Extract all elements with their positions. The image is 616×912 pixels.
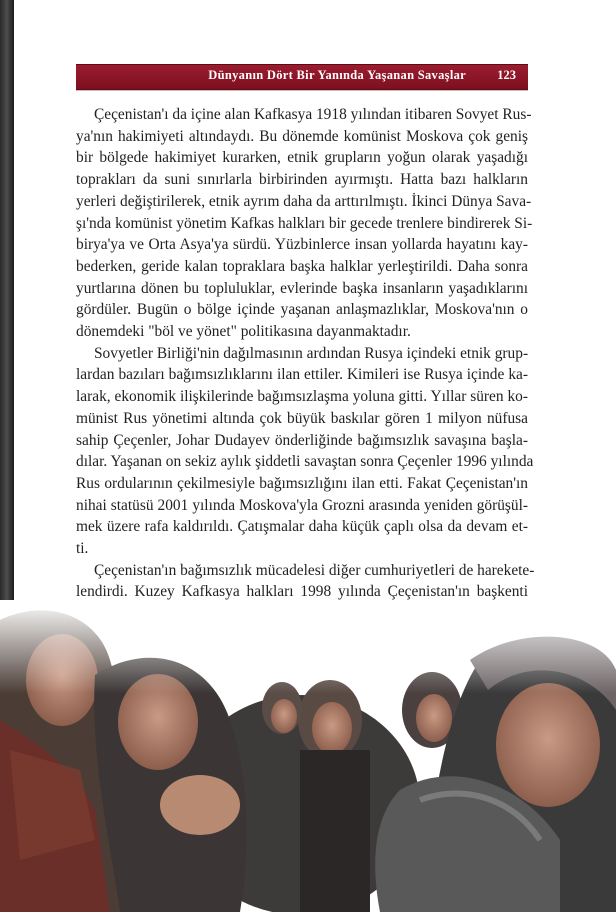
page-number: 123 (497, 68, 516, 82)
body-text (76, 104, 535, 603)
text-line: larak, ekonomik ilişkilerinde bağımsızlaşma yoluna gitti. Yıllar süren ko- (76, 388, 528, 406)
text-line: yurtlarına dönen bu topluluklar, evlerinde başka insanların yaşadıklarını (76, 279, 528, 297)
text-line: ti. (76, 540, 89, 558)
paragraph-2 (76, 343, 534, 560)
running-header (76, 64, 528, 90)
text-line: Çeçenistan'ın bağımsızlık mücadelesi diğer cumhuriyetleri de harekete- (94, 561, 535, 579)
text-line: ya'nın hakimiyeti altındaydı. Bu dönemde komünist Moskova çok geniş (76, 127, 528, 145)
text-line: lardan bazıları bağımsızlıklarını ilan ettiler. Kimileri ise Rusya içinde ka- (76, 366, 528, 384)
text-line: bederken, geride kalan topraklara başka halklar yerleştirildi. Daha sonra (76, 257, 528, 275)
text-line: nihai statüsü 2001 yılında Moskova'yla Grozni arasında yeniden görüşül- (76, 496, 528, 514)
paragraph-1 (76, 104, 533, 343)
text-line: yerleri değiştirilerek, etnik ayrım daha da arttırılmıştı. İkinci Dünya Sava- (76, 192, 532, 210)
header-title: Dünyanın Dört Bir Yanında Yaşanan Savaşlar (208, 68, 466, 82)
text-line: birya'ya ve Orta Asya'ya sürdü. Yüzbinlerce insan yollarda hayatını kay- (76, 236, 528, 254)
text-line: dılar. Yaşanan on sekiz aylık şiddetli savaştan sonra Çeçenler 1996 yılında (76, 453, 534, 471)
text-line: münist Rus yönetimi altında çok büyük baskılar gören 1 milyon nüfusa (76, 409, 528, 427)
text-line: Sovyetler Birliği'nin dağılmasının ardından Rusya içindeki etnik grup- (94, 344, 529, 362)
text-line: şı'nda komünist yönetim Kafkas halkları bir gecede trenlere bindirerek Si- (76, 214, 533, 232)
text-line: Rus ordularının çekilmesiyle bağımsızlığını ilan etti. Fakat Çeçenistan'ın (76, 474, 528, 492)
text-line: gördüler. Bugün o bölge içinde yaşanan anlaşmazlıklar, Moskova'nın o (76, 301, 528, 319)
text-line: lendirdi. Kuzey Kafkasya halkları 1998 yılında Çeçenistan'ın başkenti (76, 583, 528, 601)
mourning-women-photo (0, 600, 616, 912)
text-line: Çeçenistan'ı da içine alan Kafkasya 1918 yılından itibaren Sovyet Rus- (94, 106, 532, 123)
text-line: mek üzere rafa kaldırıldı. Çatışmalar daha küçük çaplı olsa da devam et- (76, 518, 528, 536)
text-line: toprakları da suni sınırlarla birbirinden ayırmıştı. Hatta bazı halkların (76, 171, 528, 189)
paragraph-3 (76, 560, 535, 603)
text-line: sahip Çeçenler, Johar Dudayev önderliğinde bağımsızlık savaşına başla- (76, 431, 528, 449)
text-line: dönemdeki "böl ve yönet" politikasına dayanmaktadır. (76, 323, 411, 341)
text-line: bir bölgede hakimiyet kurarken, etnik grupların yoğun olarak yaşadığı (76, 149, 528, 167)
